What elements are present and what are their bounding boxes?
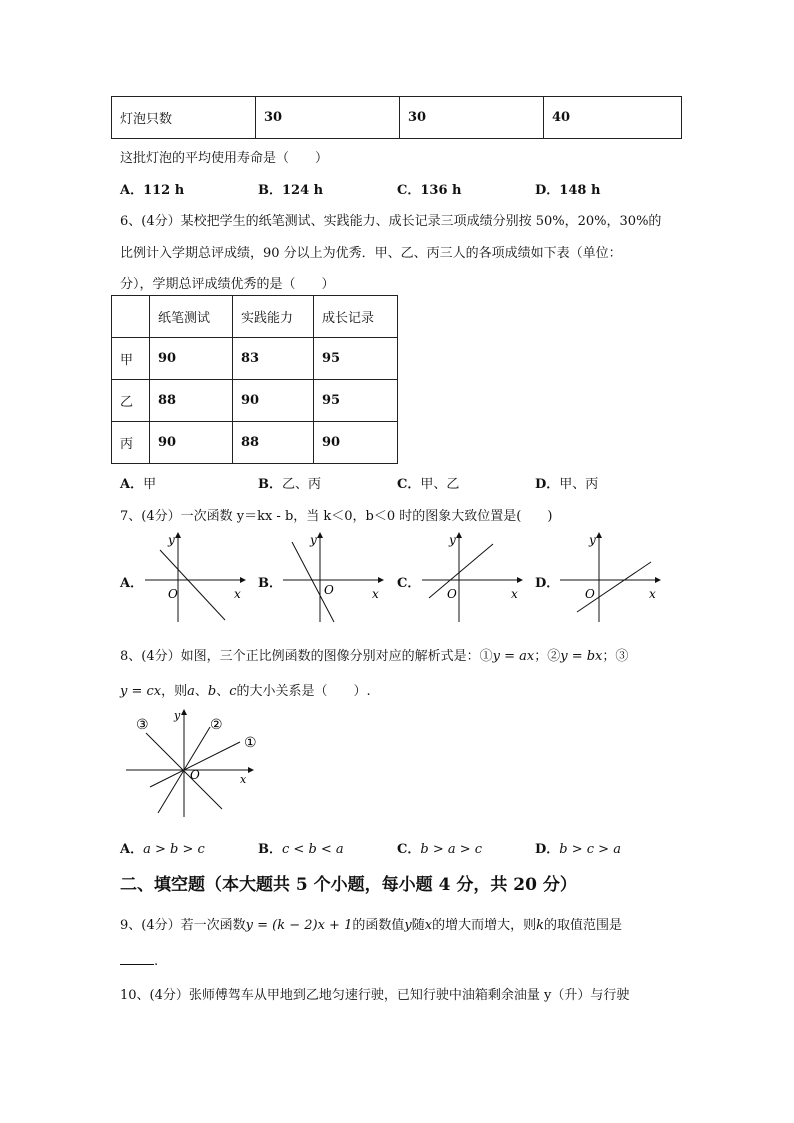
score-header-growth: 成长记录 [314,296,398,338]
q8-option-d[interactable]: D．b > c > a [535,842,621,857]
q9-stem: 9、(4分）若一次函数y = (k − 2)x + 1的函数值y随x的增大而增大，则k的取值范围是 [120,918,622,933]
axis-x-label: x [511,587,518,601]
score-cell: 95 [314,380,398,422]
q5-option-a[interactable]: A．112 h [120,183,185,198]
q9-answer-blank[interactable]: . [120,952,158,969]
axis-y-label: y [168,533,175,547]
line2-label: ② [210,717,223,733]
bulb-value-2: 30 [400,97,544,139]
q7-graph-c [417,530,527,625]
q7-graph-d [555,530,665,625]
q7-graph-b [278,530,388,625]
axis-x-label: x [372,587,379,601]
score-cell: 88 [233,422,314,464]
q9-formula: y = (k − 2)x + 1 [245,918,353,933]
q5-option-c[interactable]: C．136 h [397,183,462,198]
q6-option-d[interactable]: D．甲、丙 [535,477,599,492]
q6-option-c[interactable]: C．甲、乙 [397,477,460,492]
score-table [111,295,398,464]
q8-graph [122,705,262,820]
score-header-practice: 实践能力 [233,296,314,338]
score-cell: 90 [150,338,233,380]
formula-b: y = bx [560,649,603,664]
score-cell: 90 [233,380,314,422]
formula-c: y = cx [120,684,162,699]
origin-label: O [324,583,334,597]
score-student: 丙 [112,422,150,464]
q7-graph-a [140,530,250,625]
score-cell: 95 [314,338,398,380]
q10-line1: 10、(4分）张师傅驾车从甲地到乙地匀速行驶，已知行驶中油箱剩余油量 y（升）与行驶 [120,988,630,1003]
q5-option-b[interactable]: B．124 h [258,183,324,198]
axis-y-label: y [449,533,456,547]
q8-stem-line2: y = cx，则a、b、c的大小关系是（ ）. [120,684,371,699]
q8-stem-line1: 8、(4分）如图，三个正比例函数的图像分别对应的解析式是：①y = ax；②y = bx；③ [120,649,629,664]
q6-option-a[interactable]: A．甲 [120,477,157,492]
formula-a: y = ax [492,649,535,664]
q5-option-d[interactable]: D．148 h [535,183,601,198]
table-row [112,422,398,464]
score-header-written: 纸笔测试 [150,296,233,338]
score-student: 乙 [112,380,150,422]
section-title: 二、填空题（本大题共 5 个小题，每小题 4 分，共 20 分） [120,875,577,895]
q7-option-a[interactable]: A． [120,576,144,591]
axis-y-label: y [174,709,181,722]
origin-label: O [447,587,457,601]
q8-option-c[interactable]: C．b > a > c [397,842,483,857]
origin-label: O [168,587,178,601]
q7-stem: 7、(4分）一次函数 y＝kx - b，当 k＜0，b＜0 时的图象大致位置是( ) [120,509,553,524]
q7-option-c[interactable]: C． [397,576,421,591]
line3-label: ③ [136,717,149,733]
q6-option-b[interactable]: B．乙、丙 [258,477,322,492]
origin-label: O [190,768,200,782]
table-row [112,338,398,380]
bulb-value-1: 30 [256,97,400,139]
q7-option-d[interactable]: D． [535,576,560,591]
axis-y-label: y [589,533,596,547]
score-student: 甲 [112,338,150,380]
axis-y-label: y [310,533,317,547]
origin-label: O [585,587,595,601]
bulb-value-3: 40 [544,97,682,139]
q6-line3: 分），学期总评成绩优秀的是（ ） [120,277,335,292]
axis-x-label: x [240,773,247,786]
bulb-count-table [111,96,682,139]
q6-line1: 6、(4分）某校把学生的纸笔测试、实践能力、成长记录三项成绩分别按 50%，20%，30%的 [120,214,662,229]
axis-x-label: x [649,587,656,601]
q7-option-b[interactable]: B． [258,576,282,591]
q8-option-b[interactable]: B．c < b < a [258,842,344,857]
q6-line2: 比例计入学期总评成绩，90 分以上为优秀．甲、乙、丙三人的各项成绩如下表（单位： [120,246,622,261]
q8-option-a[interactable]: A．a > b > c [120,842,205,857]
table-row [112,380,398,422]
line1-label: ① [244,735,257,751]
score-cell: 88 [150,380,233,422]
axis-x-label: x [234,587,241,601]
score-cell: 83 [233,338,314,380]
score-cell: 90 [314,422,398,464]
bulb-row-label: 灯泡只数 [112,97,256,139]
q5-stem: 这批灯泡的平均使用寿命是（ ） [120,151,329,166]
score-cell: 90 [150,422,233,464]
score-header-blank [112,296,150,338]
